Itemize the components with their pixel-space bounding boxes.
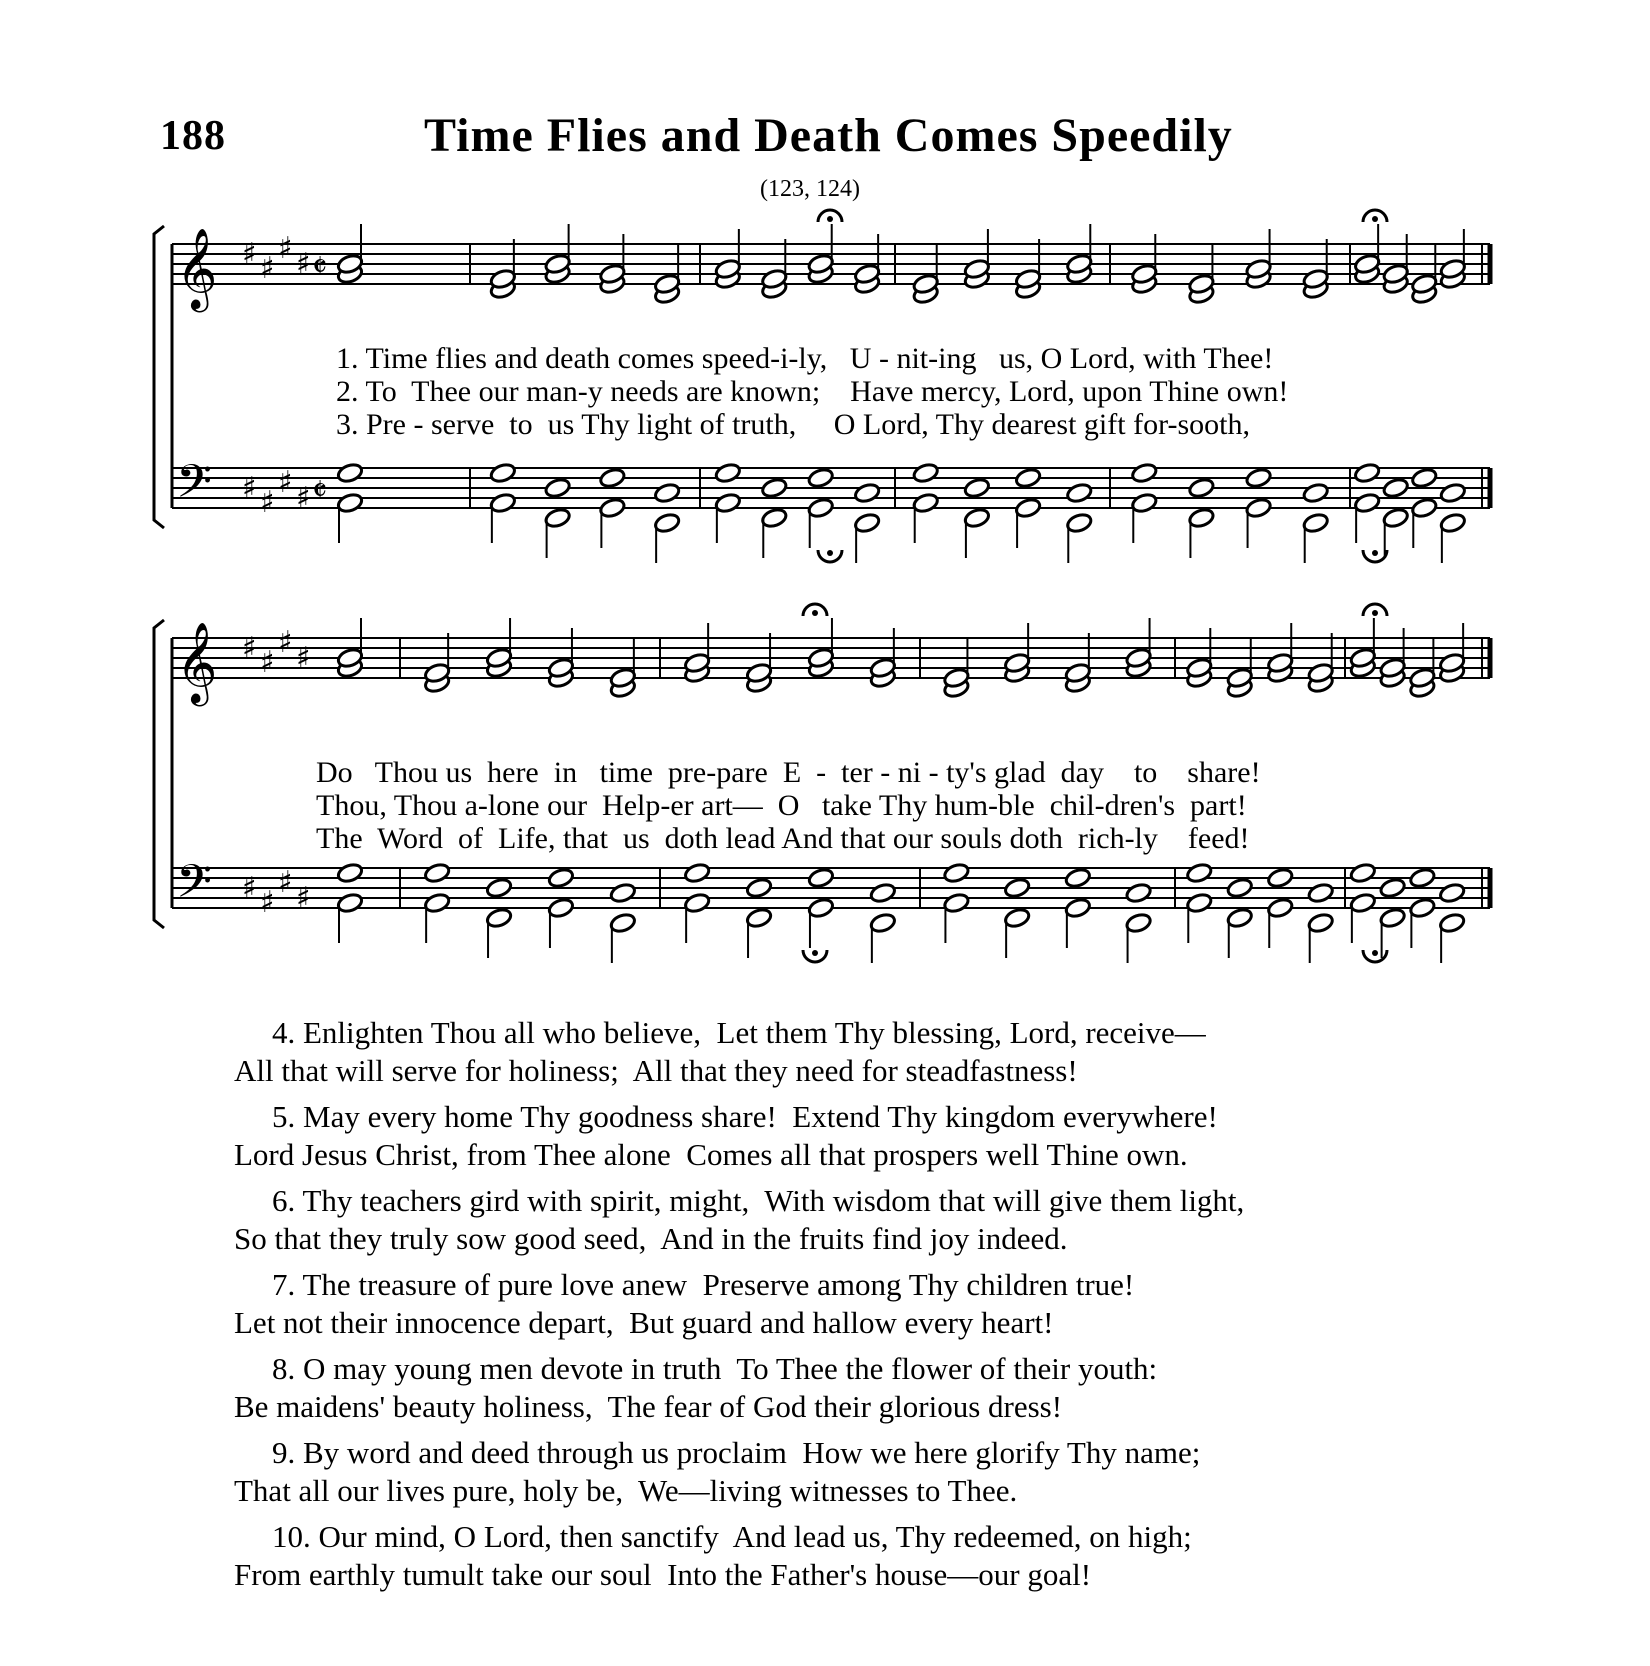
notehead <box>1130 492 1158 514</box>
notehead <box>485 877 513 899</box>
notehead <box>1188 477 1216 499</box>
notehead <box>760 477 788 499</box>
sharp-sign: ♯ <box>242 871 257 906</box>
notehead <box>714 492 742 514</box>
notehead <box>547 867 575 889</box>
notehead <box>963 477 991 499</box>
notehead <box>599 467 627 489</box>
sharp-sign: ♯ <box>260 645 275 680</box>
notehead <box>423 892 451 914</box>
system-bracket <box>154 226 164 528</box>
notehead <box>547 897 575 919</box>
notehead <box>489 462 517 484</box>
sharp-sign: ♯ <box>260 885 275 920</box>
notehead <box>1409 867 1437 889</box>
notehead <box>544 507 572 529</box>
notehead <box>1409 897 1437 919</box>
sharp-sign: ♯ <box>296 247 311 282</box>
notehead <box>1065 482 1093 504</box>
notehead <box>609 912 637 934</box>
notehead <box>1245 497 1273 519</box>
sharp-sign: ♯ <box>278 231 293 266</box>
notehead <box>1438 912 1466 934</box>
notehead <box>1064 897 1092 919</box>
notehead <box>963 507 991 529</box>
notehead <box>1382 477 1410 499</box>
notehead <box>1382 507 1410 529</box>
notehead <box>1353 462 1381 484</box>
notehead <box>1003 877 1031 899</box>
notehead <box>336 492 364 514</box>
sharp-sign: ♯ <box>242 237 257 272</box>
bass-clef: 𝄢 <box>176 855 213 920</box>
notehead <box>912 462 940 484</box>
additional-verses <box>234 1014 1534 1602</box>
fermata-dot <box>1372 610 1378 616</box>
fermata-dot <box>1372 216 1378 222</box>
notehead <box>1130 462 1158 484</box>
notehead <box>1226 877 1254 899</box>
fermata-dot <box>1372 550 1378 556</box>
notehead <box>653 482 681 504</box>
notehead <box>1410 497 1438 519</box>
notehead <box>1188 507 1216 529</box>
notehead <box>745 877 773 899</box>
verse-6: 6. Thy teachers gird with spirit, might, With wisdom that will give them light, So that they truly sow good seed, And in the fruits find joy indeed. <box>234 1183 1245 1256</box>
notehead <box>1014 497 1042 519</box>
notehead <box>1349 892 1377 914</box>
notehead <box>683 862 711 884</box>
verse-10: 10. Our mind, O Lord, then sanctify And lead us, Thy redeemed, on high; From earthly tumult take our soul Into the Father's house—our goal! <box>234 1519 1192 1592</box>
verse-9: 9. By word and deed through us proclaim How we here glorify Thy name; That all our lives pure, holy be, We—living witnesses to Thee. <box>234 1435 1201 1508</box>
notehead <box>807 897 835 919</box>
hymn-title: Time Flies and Death Comes Speedily <box>424 109 1233 162</box>
sharp-sign: ♯ <box>296 881 311 916</box>
fermata-dot <box>812 610 818 616</box>
notehead <box>1064 867 1092 889</box>
notehead <box>1302 512 1330 534</box>
fermata-dot <box>827 216 833 222</box>
notehead <box>1438 882 1466 904</box>
notehead <box>609 882 637 904</box>
bass-clef: 𝄢 <box>176 455 213 520</box>
sharp-sign: ♯ <box>278 625 293 660</box>
treble-clef: 𝄞 <box>176 227 218 309</box>
time-signature: 𝄵 <box>312 247 328 287</box>
notehead <box>1014 467 1042 489</box>
notehead <box>853 512 881 534</box>
verse-5: 5. May every home Thy goodness share! Extend Thy kingdom everywhere! Lord Jesus Christ, from Thee alone Comes all that prospers well Thine own. <box>234 1099 1218 1172</box>
sharp-sign: ♯ <box>278 865 293 900</box>
lyric-line-verse2: 2. To Thee our man-y needs are known; Have mercy, Lord, upon Thine own! <box>336 375 1289 408</box>
notehead <box>807 497 835 519</box>
lyric-line-verse3: The Word of Life, that us doth lead And that our souls doth rich-ly feed! <box>316 822 1250 855</box>
treble-clef: 𝄞 <box>176 621 218 703</box>
notehead <box>1379 877 1407 899</box>
notehead <box>760 507 788 529</box>
notehead <box>1379 907 1407 929</box>
time-signature: 𝄵 <box>312 471 328 511</box>
notehead <box>336 892 364 914</box>
notehead <box>807 867 835 889</box>
notehead <box>943 892 971 914</box>
tune-reference: (123, 124) <box>760 176 860 202</box>
notehead <box>1065 512 1093 534</box>
notehead <box>1266 867 1294 889</box>
notehead <box>869 882 897 904</box>
lyric-line-verse1: 1. Time flies and death comes speed-i-ly, U - nit-ing us, O Lord, with Thee! <box>336 342 1274 375</box>
notehead <box>1349 862 1377 884</box>
sharp-sign: ♯ <box>242 471 257 506</box>
notehead <box>336 862 364 884</box>
notehead <box>489 492 517 514</box>
notehead <box>745 907 773 929</box>
notehead <box>1185 892 1213 914</box>
notehead <box>1410 467 1438 489</box>
notehead <box>653 512 681 534</box>
hymn-number: 188 <box>160 113 226 159</box>
sharp-sign: ♯ <box>296 641 311 676</box>
notehead <box>1185 862 1213 884</box>
fermata-dot <box>1372 950 1378 956</box>
notehead <box>1266 897 1294 919</box>
notehead <box>1125 912 1153 934</box>
verse-4: 4. Enlighten Thou all who believe, Let them Thy blessing, Lord, receive— All that will serve for holiness; All that they need for steadfastness! <box>234 1015 1206 1088</box>
notehead <box>1302 482 1330 504</box>
notehead <box>869 912 897 934</box>
notehead <box>714 462 742 484</box>
notehead <box>1003 907 1031 929</box>
notehead <box>423 862 451 884</box>
verse-8: 8. O may young men devote in truth To Thee the flower of their youth: Be maidens' beauty holiness, The fear of God their glorious dress! <box>234 1351 1158 1424</box>
lyric-line-verse3: 3. Pre - serve to us Thy light of truth, O Lord, Thy dearest gift for-sooth, <box>336 408 1250 441</box>
fermata-dot <box>812 950 818 956</box>
notehead <box>683 892 711 914</box>
notehead <box>336 462 364 484</box>
notehead <box>943 862 971 884</box>
notehead <box>1226 907 1254 929</box>
verse-7: 7. The treasure of pure love anew Preserve among Thy children true! Let not their innocence depart, But guard and hallow every heart! <box>234 1267 1135 1340</box>
lyric-line-verse1: Do Thou us here in time pre-pare E - ter - ni - ty's glad day to share! <box>316 756 1261 789</box>
notehead <box>1307 912 1335 934</box>
notehead <box>1353 492 1381 514</box>
notehead <box>599 497 627 519</box>
lyric-line-verse2: Thou, Thou a-lone our Help-er art— O take Thy hum-ble chil-dren's part! <box>316 789 1247 822</box>
notehead <box>807 467 835 489</box>
fermata-dot <box>827 550 833 556</box>
notehead <box>912 492 940 514</box>
notehead <box>544 477 572 499</box>
notehead <box>1439 512 1467 534</box>
notehead <box>1125 882 1153 904</box>
notehead <box>485 907 513 929</box>
notehead <box>1307 882 1335 904</box>
notehead <box>853 482 881 504</box>
sharp-sign: ♯ <box>242 631 257 666</box>
sharp-sign: ♯ <box>260 485 275 520</box>
notehead <box>1245 467 1273 489</box>
system-bracket <box>154 620 164 928</box>
sharp-sign: ♯ <box>296 481 311 516</box>
sharp-sign: ♯ <box>278 465 293 500</box>
notehead <box>1439 482 1467 504</box>
sharp-sign: ♯ <box>260 251 275 286</box>
